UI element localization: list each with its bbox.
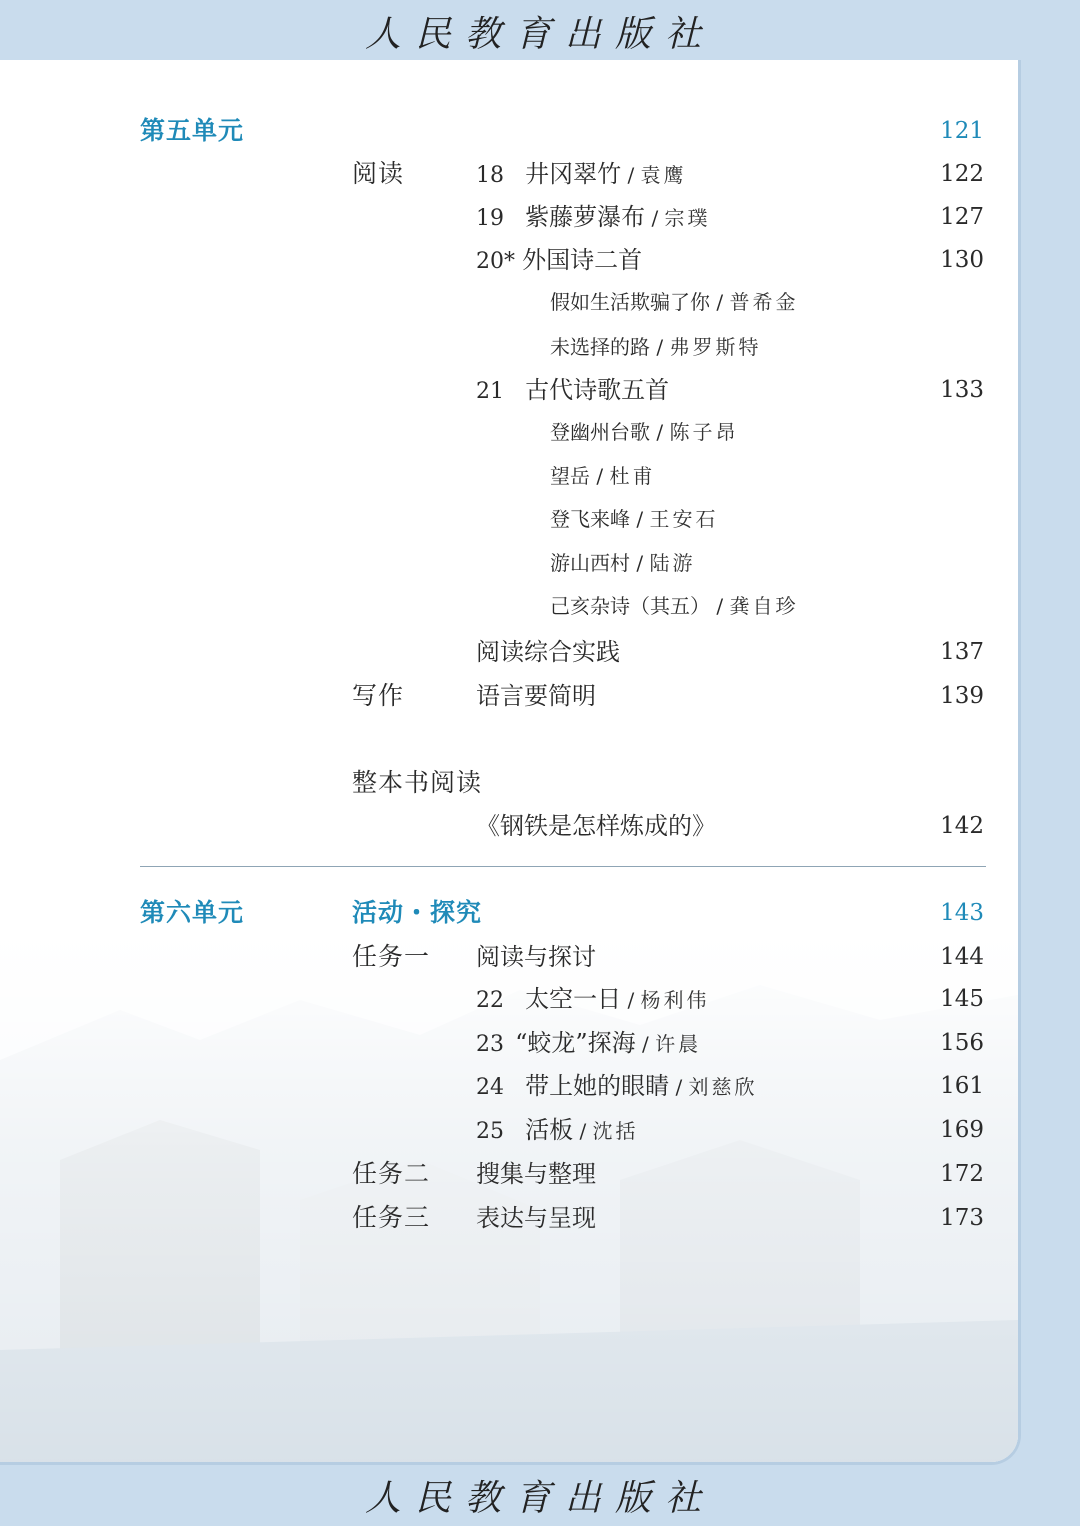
unit-divider — [140, 866, 986, 867]
toc-entry-21[interactable] — [476, 375, 669, 405]
lesson-author: 杨利伟 — [640, 988, 710, 1012]
poem-title: 己亥杂诗（其五） — [550, 594, 710, 618]
page-142[interactable]: 142 — [940, 813, 984, 839]
page-172[interactable]: 172 — [940, 1161, 984, 1187]
task1-entry[interactable]: 阅读与探讨 — [476, 943, 596, 971]
lesson-title: 活板 — [525, 1116, 574, 1144]
separator: / — [710, 290, 730, 314]
unit5-label: 第五单元 — [140, 116, 245, 145]
separator: / — [710, 594, 730, 618]
poem-entry[interactable] — [550, 417, 738, 447]
page-130[interactable]: 130 — [940, 247, 984, 273]
publisher-logo-bottom: 人民教育出版社 — [364, 1477, 715, 1519]
lesson-number: 20* — [476, 249, 515, 274]
poem-author: 陆游 — [649, 551, 696, 575]
task2-label: 任务二 — [352, 1159, 431, 1188]
toc-entry-18[interactable] — [476, 159, 687, 189]
toc-page — [0, 60, 1021, 1465]
page-156[interactable]: 156 — [940, 1030, 984, 1056]
separator: / — [630, 507, 650, 531]
lesson-title: 井冈翠竹 — [525, 160, 622, 188]
poem-entry[interactable] — [550, 461, 655, 491]
writing-entry[interactable]: 语言要简明 — [476, 682, 596, 710]
poem-entry[interactable] — [550, 332, 761, 362]
poem-author: 普希金 — [729, 290, 799, 314]
lesson-title: 太空一日 — [525, 985, 622, 1013]
writing-label: 写作 — [352, 681, 405, 710]
lesson-number: 18 — [476, 163, 504, 188]
unit6-page[interactable]: 143 — [940, 900, 984, 926]
page-137[interactable]: 137 — [940, 639, 984, 665]
separator: / — [669, 1075, 689, 1099]
page-173[interactable]: 173 — [940, 1205, 984, 1231]
page-145[interactable]: 145 — [940, 986, 984, 1012]
lesson-number: 21 — [476, 379, 504, 404]
toc-entry-25[interactable] — [476, 1115, 639, 1145]
page-122[interactable]: 122 — [940, 161, 984, 187]
reading-label: 阅读 — [352, 159, 405, 188]
separator: / — [630, 551, 650, 575]
page-139[interactable]: 139 — [940, 683, 984, 709]
poem-title: 登飞来峰 — [550, 507, 630, 531]
poem-entry[interactable] — [550, 548, 695, 578]
task1-label: 任务一 — [352, 942, 431, 971]
page-161[interactable]: 161 — [940, 1073, 984, 1099]
unit6-label: 第六单元 — [140, 898, 245, 927]
reading-practice-entry[interactable]: 阅读综合实践 — [476, 638, 620, 666]
poem-entry[interactable] — [550, 504, 718, 534]
page-133[interactable]: 133 — [940, 377, 984, 403]
separator: / — [635, 1032, 656, 1056]
poem-author: 王安石 — [649, 507, 719, 531]
poem-author: 弗罗斯特 — [669, 335, 762, 359]
lesson-author: 宗璞 — [664, 206, 711, 230]
page-169[interactable]: 169 — [940, 1117, 984, 1143]
poem-title: 游山西村 — [550, 551, 630, 575]
poem-title: 登幽州台歌 — [550, 420, 650, 444]
lesson-author: 沈括 — [592, 1119, 639, 1143]
whole-book-entry[interactable]: 《钢铁是怎样炼成的》 — [476, 812, 716, 840]
lesson-author: 袁鹰 — [640, 163, 687, 187]
separator: / — [590, 464, 610, 488]
poem-entry[interactable] — [550, 287, 798, 317]
toc-entry-22[interactable] — [476, 984, 710, 1014]
separator: / — [573, 1119, 593, 1143]
unit5-page[interactable]: 121 — [940, 118, 984, 144]
lesson-title: 紫藤萝瀑布 — [525, 203, 646, 231]
poem-author: 杜甫 — [609, 464, 656, 488]
toc-entry-20[interactable] — [476, 245, 642, 275]
lesson-title: 外国诗二首 — [522, 246, 643, 274]
lesson-author: 刘慈欣 — [688, 1075, 758, 1099]
lesson-number: 23 — [476, 1032, 504, 1057]
lesson-number: 19 — [476, 206, 504, 231]
poem-title: 望岳 — [550, 464, 590, 488]
task3-label: 任务三 — [352, 1203, 431, 1232]
lesson-title: 带上她的眼睛 — [525, 1072, 670, 1100]
lesson-author: 许晨 — [655, 1032, 702, 1056]
separator: / — [621, 988, 641, 1012]
task2-entry[interactable]: 搜集与整理 — [476, 1160, 596, 1188]
lesson-number: 22 — [476, 988, 504, 1013]
toc-entry-23[interactable] — [476, 1028, 701, 1058]
separator: / — [621, 163, 641, 187]
lesson-number: 24 — [476, 1075, 504, 1100]
lesson-number: 25 — [476, 1119, 504, 1144]
poem-author: 龚自珍 — [729, 594, 799, 618]
toc-entry-19[interactable] — [476, 202, 711, 232]
poem-title: 未选择的路 — [550, 335, 650, 359]
lesson-title: 古代诗歌五首 — [525, 376, 670, 404]
poem-title: 假如生活欺骗了你 — [550, 290, 710, 314]
separator: / — [650, 335, 670, 359]
lesson-title: “蛟龙”探海 — [515, 1029, 636, 1057]
page-127[interactable]: 127 — [940, 204, 984, 230]
separator: / — [645, 206, 665, 230]
activity-exploration-label: 活动・探究 — [352, 898, 483, 927]
poem-entry[interactable] — [550, 591, 798, 621]
publisher-logo-top: 人民教育出版社 — [364, 13, 715, 55]
task3-entry[interactable]: 表达与呈现 — [476, 1204, 596, 1232]
whole-book-reading-label: 整本书阅读 — [352, 768, 483, 797]
toc-entry-24[interactable] — [476, 1071, 758, 1101]
page-144[interactable]: 144 — [940, 944, 984, 970]
poem-author: 陈子昂 — [669, 420, 739, 444]
separator: / — [650, 420, 670, 444]
